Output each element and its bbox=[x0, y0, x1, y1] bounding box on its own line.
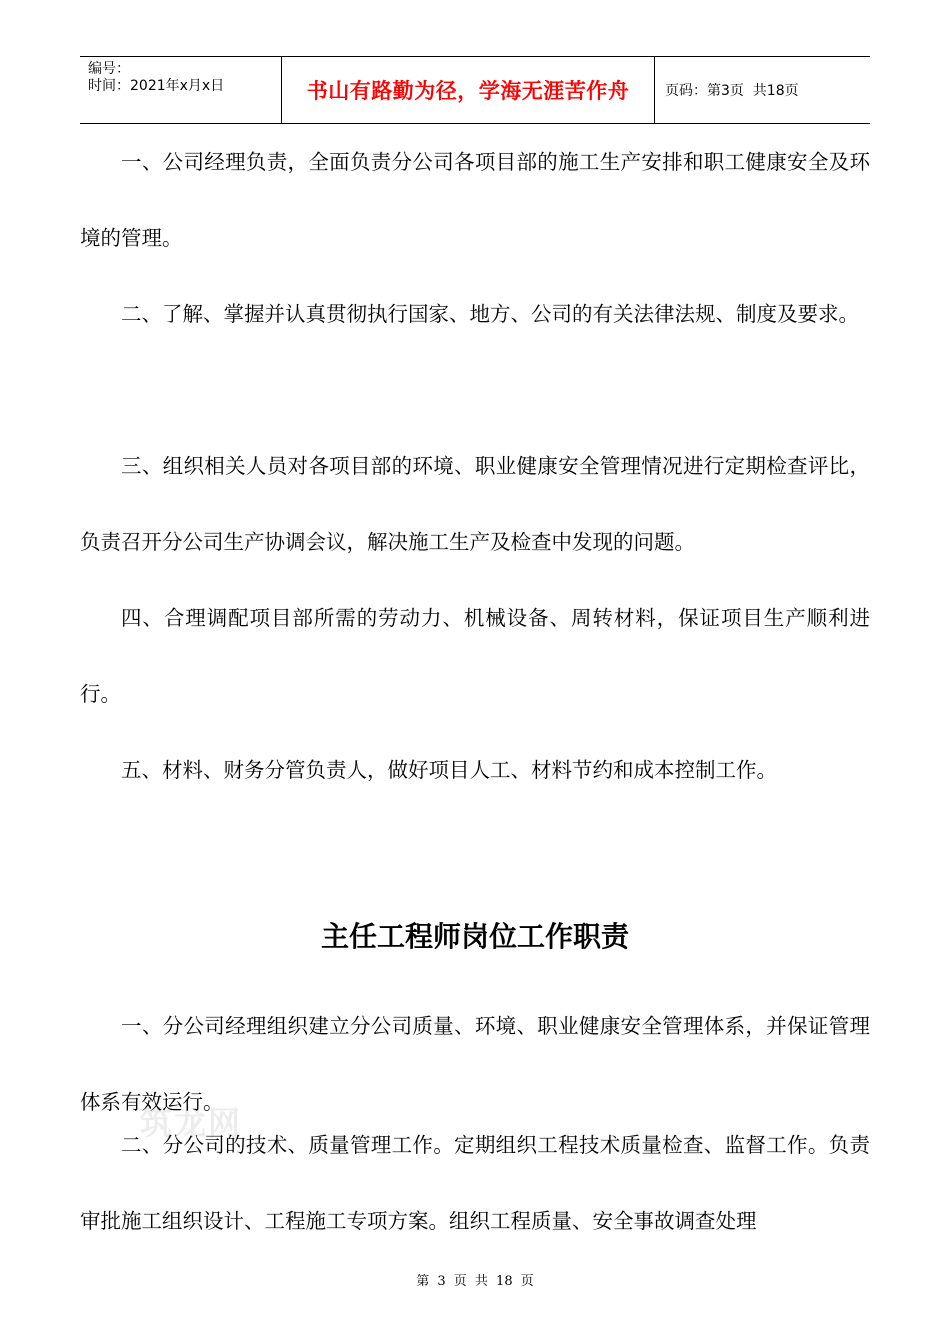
paragraph-5: 五、材料、财务分管负责人，做好项目人工、材料节约和成本控制工作。 bbox=[121, 758, 777, 782]
page-header bbox=[80, 56, 870, 124]
header-page-info: 页码：第3页 共18页 bbox=[665, 83, 799, 99]
header-meta bbox=[80, 57, 282, 123]
section-paragraph-2: 二、分公司的技术、质量管理工作。定期组织工程技术质量检查、监督工作。负责审批施工组织设计、工程施工专项方案。组织工程质量、安全事故调查处理 bbox=[80, 1133, 870, 1233]
section-paragraph-1: 一、分公司经理组织建立分公司质量、环境、职业健康安全管理体系，并保证管理体系有效运行。 bbox=[80, 1014, 870, 1114]
watermark: 筑龙网 bbox=[140, 1104, 243, 1142]
header-motto: 书山有路勤为径，学海无涯苦作舟 bbox=[282, 57, 655, 123]
paragraph-1: 一、公司经理负责，全面负责分公司各项目部的施工生产安排和职工健康安全及环境的管理。 bbox=[80, 150, 870, 250]
paragraph-2: 二、了解、掌握并认真贯彻执行国家、地方、公司的有关法律法规、制度及要求。 bbox=[121, 302, 859, 326]
page-footer: 第 3 页 共 18 页 bbox=[416, 1274, 534, 1289]
section-title: 主任工程师岗位工作职责 bbox=[320, 920, 629, 953]
number-label: 编号： bbox=[88, 61, 130, 77]
paragraph-4: 四、合理调配项目部所需的劳动力、机械设备、周转材料，保证项目生产顺利进行。 bbox=[80, 606, 870, 706]
paragraph-3: 三、组织相关人员对各项目部的环境、职业健康安全管理情况进行定期检查评比，负责召开分公司生产协调会议，解决施工生产及检查中发现的问题。 bbox=[80, 454, 870, 554]
date-label: 时间：2021年x月x日 bbox=[88, 78, 225, 94]
